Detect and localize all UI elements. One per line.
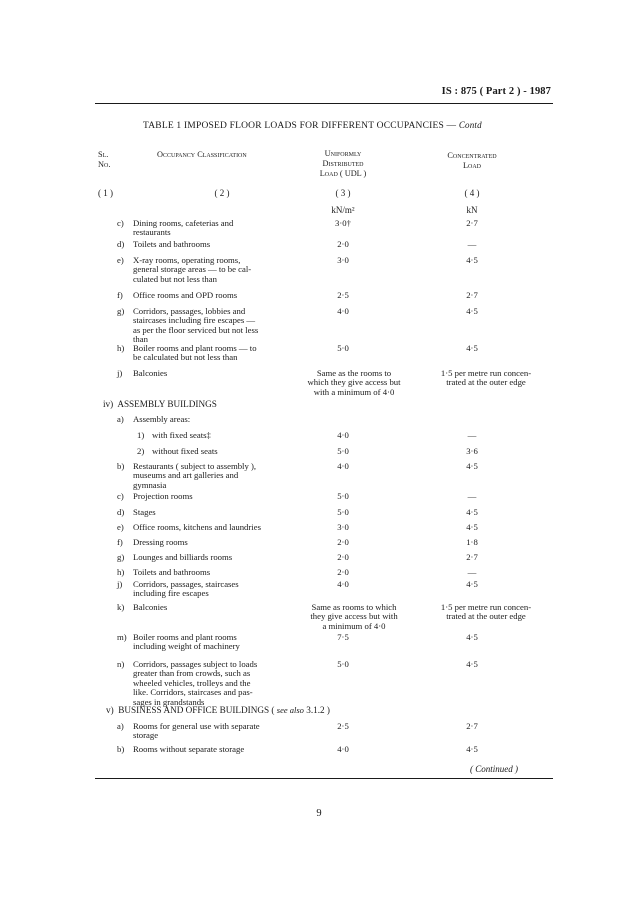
row-udl-value: 5·0 bbox=[337, 659, 349, 669]
row-description: culated but not less than bbox=[133, 273, 217, 284]
row-description: with fixed seats‡ bbox=[152, 430, 211, 440]
row-description: Stages bbox=[133, 507, 156, 517]
row-description: Dining rooms, cafeterias and bbox=[133, 218, 234, 228]
row-udl-value: 4·0 bbox=[337, 430, 349, 440]
row-concentrated-value: trated at the outer edge bbox=[446, 377, 526, 388]
row-udl-value: 2·0 bbox=[337, 552, 349, 562]
row-description: Boiler rooms and plant rooms — to bbox=[133, 343, 257, 353]
row-concentrated-value: 1·5 per metre run concen- bbox=[440, 602, 532, 612]
row-label: e) bbox=[117, 255, 124, 265]
section-see-also: see also bbox=[276, 705, 304, 715]
row-label: b) bbox=[117, 461, 125, 471]
table-title bbox=[143, 120, 482, 131]
row-description: wheeled vehicles, trolleys and the bbox=[133, 677, 251, 688]
row-concentrated-value: 4·5 bbox=[466, 343, 478, 353]
row-description: Corridors, passages, lobbies and bbox=[133, 306, 246, 316]
row-label: a) bbox=[117, 414, 124, 424]
row-label: m) bbox=[117, 632, 127, 642]
table-title-main: TABLE 1 IMPOSED FLOOR LOADS FOR DIFFERENT OCCUPANCIES — bbox=[143, 121, 457, 131]
row-udl-value: with a minimum of 4·0 bbox=[313, 386, 395, 397]
row-description: storage bbox=[133, 730, 159, 741]
unit-udl: kN/m² bbox=[331, 205, 355, 215]
row-label: a) bbox=[117, 721, 124, 731]
row-label: g) bbox=[117, 552, 125, 562]
row-label: j) bbox=[117, 579, 123, 589]
row-description: general storage areas — to be cal- bbox=[133, 264, 252, 275]
row-description: Corridors, passages subject to loads bbox=[133, 659, 258, 669]
header-rule bbox=[95, 103, 553, 104]
row-description: Balconies bbox=[133, 602, 168, 612]
row-concentrated-value: — bbox=[467, 430, 477, 440]
row-description: Rooms without separate storage bbox=[133, 744, 245, 754]
row-udl-value: 5·0 bbox=[337, 507, 349, 517]
row-description: Rooms for general use with separate bbox=[133, 721, 260, 731]
row-udl-value: Same as the rooms to bbox=[316, 368, 392, 378]
row-concentrated-value: 4·5 bbox=[466, 579, 478, 589]
row-concentrated-value: — bbox=[467, 567, 477, 577]
row-udl-value: 3·0 bbox=[337, 255, 349, 265]
row-label: e) bbox=[117, 522, 124, 532]
row-udl-value: 4·0 bbox=[337, 461, 349, 471]
row-concentrated-value: — bbox=[467, 491, 477, 501]
standard-number: IS : 875 ( Part 2 ) - 1987 bbox=[441, 86, 551, 97]
row-label: f) bbox=[117, 290, 123, 300]
row-description: gymnasia bbox=[133, 479, 167, 490]
row-concentrated-value: 2·7 bbox=[466, 721, 478, 731]
row-label: h) bbox=[117, 567, 125, 577]
section-title: ASSEMBLY BUILDINGS bbox=[117, 399, 217, 409]
row-description: without fixed seats bbox=[152, 446, 218, 456]
row-udl-value: 7·5 bbox=[337, 632, 349, 642]
row-description: including weight of machinery bbox=[133, 641, 240, 652]
row-description: Balconies bbox=[133, 368, 168, 378]
row-udl-value: Same as rooms to which bbox=[311, 602, 397, 612]
table-title-contd: Contd bbox=[458, 120, 482, 130]
page-number: 9 bbox=[316, 808, 322, 819]
row-udl-value: a minimum of 4·0 bbox=[322, 620, 386, 631]
section-ref: 3.1.2 bbox=[306, 705, 325, 715]
row-udl-value: 5·0 bbox=[337, 343, 349, 353]
row-description: including fire escapes bbox=[133, 588, 209, 599]
row-concentrated-value: trated at the outer edge bbox=[446, 611, 526, 622]
section-label: iv) bbox=[103, 399, 114, 409]
row-description: like. Corridors, staircases and pas- bbox=[133, 687, 253, 698]
col-number-4: ( 4 ) bbox=[464, 188, 480, 198]
section-label: v) bbox=[106, 705, 114, 715]
row-concentrated-value: 1·8 bbox=[466, 537, 478, 547]
row-label: c) bbox=[117, 491, 124, 501]
section-business-office-buildings: v) BUSINESS AND OFFICE BUILDINGS ( see also 3.1.2 ) bbox=[106, 705, 330, 715]
row-label: j) bbox=[117, 368, 123, 378]
col-header-occupancy: Occupancy Classification bbox=[157, 150, 247, 159]
row-label: 1) bbox=[137, 430, 145, 440]
row-udl-value: 2·5 bbox=[337, 721, 349, 731]
row-concentrated-value: 4·5 bbox=[466, 632, 478, 642]
row-label: d) bbox=[117, 507, 125, 517]
row-concentrated-value: 4·5 bbox=[466, 461, 478, 471]
continued-note: ( Continued ) bbox=[470, 764, 518, 774]
row-description: Assembly areas: bbox=[133, 414, 191, 424]
row-description: greater than from crowds, such as bbox=[133, 668, 251, 679]
row-description: restaurants bbox=[133, 227, 171, 238]
row-udl-value: 4·0 bbox=[337, 306, 349, 316]
row-concentrated-value: 4·5 bbox=[466, 744, 478, 754]
row-udl-value: 3·0 bbox=[337, 522, 349, 532]
row-description: Boiler rooms and plant rooms bbox=[133, 632, 237, 642]
row-udl-value: 3·0† bbox=[335, 218, 351, 228]
footer-rule bbox=[95, 778, 553, 779]
row-description: Restaurants ( subject to assembly ), bbox=[133, 461, 257, 471]
row-concentrated-value: 4·5 bbox=[466, 306, 478, 316]
row-description: Corridors, passages, staircases bbox=[133, 579, 239, 589]
row-description: than bbox=[133, 334, 148, 345]
row-concentrated-value: 2·7 bbox=[466, 552, 478, 562]
section-assembly-buildings bbox=[103, 399, 217, 409]
row-label: k) bbox=[117, 602, 125, 612]
row-concentrated-value: 2·7 bbox=[466, 218, 478, 228]
col-header-concentrated: Concentrated Load bbox=[447, 151, 497, 170]
row-description: Toilets and bathrooms bbox=[133, 239, 211, 249]
row-udl-value: 4·0 bbox=[337, 744, 349, 754]
row-label: b) bbox=[117, 744, 125, 754]
row-description: Dressing rooms bbox=[133, 537, 188, 547]
row-udl-value: they give access but with bbox=[310, 611, 398, 622]
row-description: X-ray rooms, operating rooms, bbox=[133, 255, 241, 265]
row-concentrated-value: 4·5 bbox=[466, 507, 478, 517]
row-label: f) bbox=[117, 537, 123, 547]
row-label: c) bbox=[117, 218, 124, 228]
row-label: d) bbox=[117, 239, 125, 249]
unit-concentrated: kN bbox=[466, 205, 478, 215]
row-description: sages in grandstands bbox=[133, 696, 205, 707]
row-description: Projection rooms bbox=[133, 491, 193, 501]
row-concentrated-value: 3·6 bbox=[466, 446, 478, 456]
row-label: g) bbox=[117, 306, 125, 316]
col-number-3: ( 3 ) bbox=[335, 188, 351, 198]
row-udl-value: 4·0 bbox=[337, 579, 349, 589]
row-udl-value: 5·0 bbox=[337, 491, 349, 501]
row-label: h) bbox=[117, 343, 125, 353]
col-number-1: ( 1 ) bbox=[98, 188, 113, 198]
row-description: as per the floor serviced but not less bbox=[133, 324, 259, 335]
col-header-sl: Sl. No. bbox=[98, 150, 111, 169]
col-header-udl: Uniformly Distributed Load ( UDL ) bbox=[319, 149, 367, 178]
row-label: n) bbox=[117, 659, 125, 669]
row-description: Office rooms, kitchens and laundries bbox=[133, 522, 261, 532]
row-concentrated-value: 4·5 bbox=[466, 659, 478, 669]
row-label: 2) bbox=[137, 446, 145, 456]
row-concentrated-value: 2·7 bbox=[466, 290, 478, 300]
row-udl-value: 2·0 bbox=[337, 567, 349, 577]
row-description: Office rooms and OPD rooms bbox=[133, 290, 238, 300]
row-udl-value: 2·0 bbox=[337, 537, 349, 547]
row-description: Lounges and billiards rooms bbox=[133, 552, 233, 562]
row-description: staircases including fire escapes — bbox=[133, 315, 256, 326]
row-concentrated-value: — bbox=[467, 239, 477, 249]
row-udl-value: 5·0 bbox=[337, 446, 349, 456]
row-udl-value: 2·5 bbox=[337, 290, 349, 300]
section-title: BUSINESS AND OFFICE BUILDINGS ( bbox=[118, 705, 275, 715]
col-number-2: ( 2 ) bbox=[214, 188, 230, 198]
row-concentrated-value: 1·5 per metre run concen- bbox=[440, 368, 532, 378]
row-concentrated-value: 4·5 bbox=[466, 522, 478, 532]
row-description: be calculated but not less than bbox=[133, 352, 238, 363]
row-udl-value: which they give access but bbox=[307, 377, 401, 388]
row-description: museums and art galleries and bbox=[133, 470, 239, 481]
row-description: Toilets and bathrooms bbox=[133, 567, 211, 577]
row-udl-value: 2·0 bbox=[337, 239, 349, 249]
row-concentrated-value: 4·5 bbox=[466, 255, 478, 265]
